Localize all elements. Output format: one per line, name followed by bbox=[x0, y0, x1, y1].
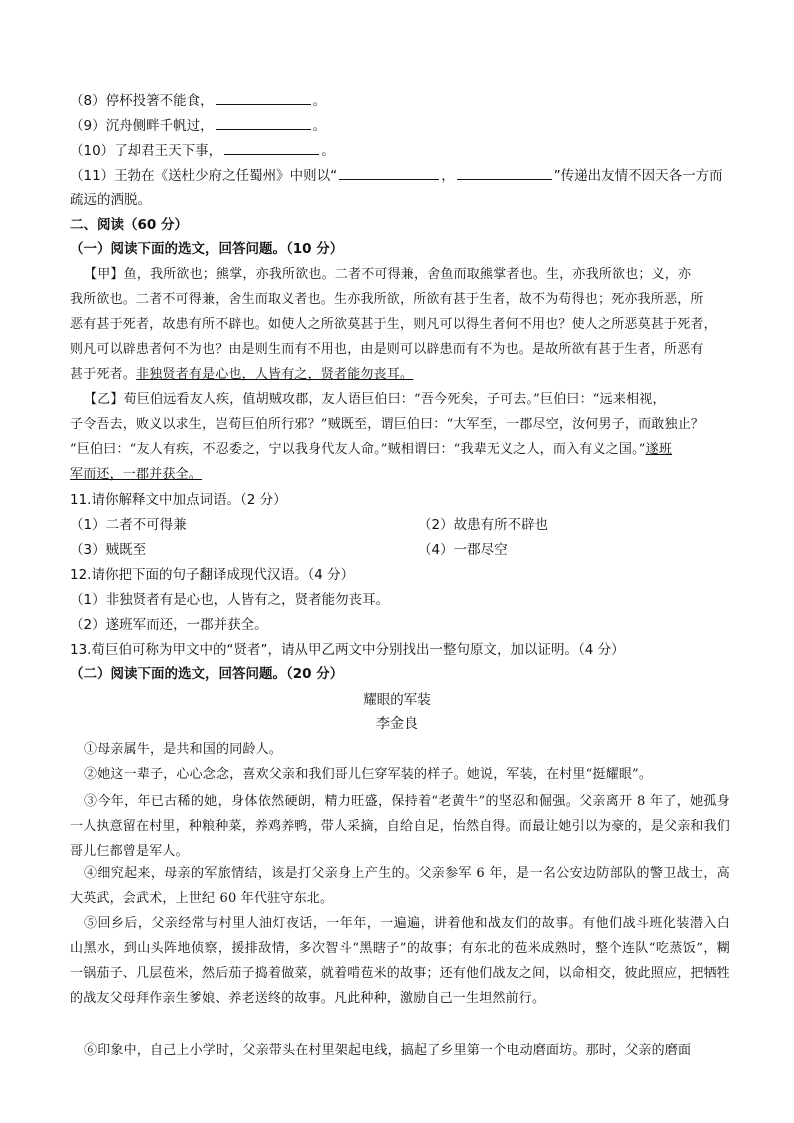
section-heading: 二、阅读（60 分） bbox=[70, 217, 188, 233]
item-text: 王勃在《送杜少府之任蜀州》中则以“ bbox=[114, 168, 338, 184]
article-paragraph: ⑤回乡后，父亲经常与村里人油灯夜话，一年年，一遍遍，讲着他和战友们的故事。有他们战斗班化装潜入白山黑水，到山头阵地侦察，援排敌情，多次智斗“黑瞎子”的故事；有东北的苞米成熟时，整个连队“吃蒸饭”，糊一锅茄子、几层苞米，然后茄子捣着做菜，就着啃苞米的故事；还有他们战友之间，以命相交，彼此照应，把牺牲的战友父母拜作亲生爹娘、养老送终的故事。凡此种种，激励自己一生坦然前行。 bbox=[70, 916, 731, 1006]
article-title: 耀眼的军装 bbox=[363, 692, 431, 708]
question-11-items: （1）二者不可得兼 （2）故患有所不辟也 bbox=[70, 517, 549, 533]
fill-item-9 bbox=[70, 114, 724, 137]
article-paragraph: ②她这一辈子，心心念念，喜欢父亲和我们哥儿仨穿军装的样子。她说，军装，在村里“挺耀眼”。 bbox=[84, 767, 653, 782]
answer-blank[interactable] bbox=[339, 164, 439, 180]
underlined-sentence: 非独贤者有是心也，人皆有之，贤者能勿丧耳。 bbox=[136, 367, 414, 382]
item-text: 停杯投箸不能食， bbox=[105, 93, 214, 109]
article-paragraph: ⑥印象中，自己上小学时，父亲带头在村里架起电线，搞起了乡里第一个电动磨面坊。那时，父亲的磨面 bbox=[84, 1043, 692, 1058]
question-11: 11.请你解释文中加点词语。（2 分） bbox=[70, 492, 287, 508]
item-text: 沉舟侧畔千帆过， bbox=[105, 118, 214, 134]
item-number: （11） bbox=[70, 168, 115, 184]
fill-item-8 bbox=[70, 89, 724, 112]
item-number: （8） bbox=[70, 93, 106, 109]
answer-blank[interactable] bbox=[216, 114, 311, 130]
passage-jia-line: 恶有甚于死者，故患有所不辟也。如使人之所欲莫甚于生，则凡可以得生者何不用也？使人之所恶莫甚于死者， bbox=[70, 317, 717, 332]
answer-blank[interactable] bbox=[216, 89, 311, 105]
underlined-sentence: 遂班 bbox=[645, 442, 673, 457]
item-number: （9） bbox=[70, 118, 106, 134]
question-13: 13.荀巨伯可称为甲文中的“贤者”，请从甲乙两文中分别找出一整句原文，加以证明。（4 分） bbox=[70, 642, 625, 658]
fill-item-11-continued: 疏远的洒脱。 bbox=[70, 192, 151, 208]
answer-blank[interactable] bbox=[457, 164, 552, 180]
article-paragraph: ①母亲属牛，是共和国的同龄人。 bbox=[84, 742, 283, 757]
answer-blank[interactable] bbox=[224, 139, 319, 155]
article-paragraph: ③今年，年已古稀的她，身体依然硬朗，精力旺盛，保持着“老黄牛”的坚忍和倔强。父亲离开 8 年了，她孤身一人执意留在村里，种粮种菜，养鸡养鸭，带人采摘，自给自足，怡然自得。而最让她引以为豪的，是父亲和我们哥儿仨都曾是军人。 bbox=[70, 794, 731, 859]
item-end: 。 bbox=[321, 143, 335, 159]
article-paragraph: ④细究起来，母亲的军旅情结，该是打父亲身上产生的。父亲参军 6 年，是一名公安边防部队的警卫战士，高大英武，会武术，上世纪 60 年代驻守东北。 bbox=[70, 866, 730, 906]
fill-item-10 bbox=[70, 139, 724, 162]
passage-yi-line: 子令吾去，败义以求生，岂荀巨伯所行邪？”贼既至，谓巨伯曰：“大军至，一郡尽空，汝何男子，而敢独止？ bbox=[70, 417, 705, 432]
question-12: 12.请你把下面的句子翻译成现代汉语。（4 分） bbox=[70, 567, 355, 583]
item-text: ”传递出友情不因天各一方而 bbox=[553, 168, 723, 184]
question-12-item: （2）遂班军而还，一郡并获全。 bbox=[70, 617, 268, 633]
passage-jia-line: 我所欲也。二者不可得兼，舍生而取义者也。生亦我所欲，所欲有甚于生者，故不为苟得也；死亦我所恶，所 bbox=[70, 292, 704, 307]
item-end: 。 bbox=[312, 118, 327, 134]
underlined-sentence: 军而还，一郡并获全。 bbox=[70, 467, 203, 482]
item-end: 。 bbox=[312, 93, 327, 109]
passage-jia-line: 甚于死者。非独贤者有是心也，人皆有之，贤者能勿丧耳。 bbox=[70, 367, 414, 382]
fill-item-11: （11）王勃在《送杜少府之任蜀州》中则以“ ， ”传递出友情不因天各一方而 bbox=[70, 164, 724, 187]
passage-yi-line: 【乙】荀巨伯远看友人疾，值胡贼攻郡，友人语巨伯曰：“吾今死矣，子可去。”巨伯曰：“远来相视， bbox=[84, 392, 666, 407]
question-11-items: （3）贼既至 （4）一郡尽空 bbox=[70, 542, 508, 558]
passage-yi-line: ”巨伯曰：“友人有疾，不忍委之，宁以我身代友人命。”贼相谓曰：“我辈无义之人，而入有义之国。”遂班 bbox=[70, 442, 673, 457]
item-text: 了却君王天下事， bbox=[114, 143, 223, 159]
article-author: 李金良 bbox=[376, 716, 418, 732]
item-number: （10） bbox=[70, 143, 115, 159]
part-heading: （二）阅读下面的选文，回答问题。（20 分） bbox=[70, 666, 344, 682]
passage-jia-line: 则凡可以辟患者何不为也？由是则生而有不用也，由是则可以辟患而有不为也。是故所欲有甚于生者，所恶有 bbox=[70, 342, 704, 357]
question-12-item: （1）非独贤者有是心也，人皆有之，贤者能勿丧耳。 bbox=[70, 592, 390, 608]
passage-jia-line: 【甲】鱼，我所欲也；熊掌，亦我所欲也。二者不可得兼，舍鱼而取熊掌者也。生，亦我所欲也；义，亦 bbox=[84, 267, 692, 282]
part-heading: （一）阅读下面的选文，回答问题。（10 分） bbox=[70, 241, 344, 257]
